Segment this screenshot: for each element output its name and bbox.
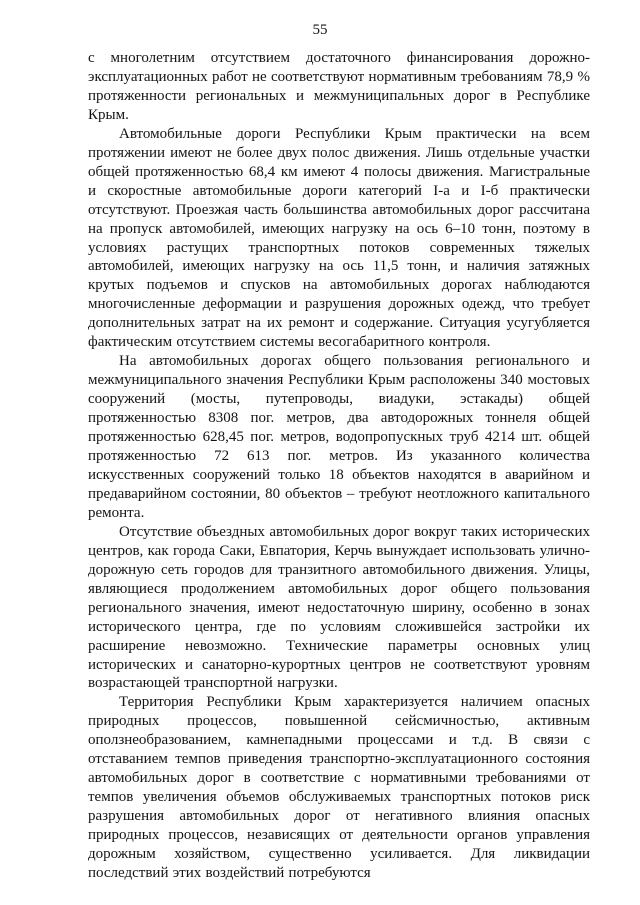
paragraph-natural-hazards: Территория Республики Крым характеризуется наличием опасных природных процессов, повышенной сейсмичностью, активным оползнеобразованием, камнепадными процессами и т.д. В связи с отставанием темпов приведения транспортно-эксплуатационного состояния автомобильных дорог в соответствие с нормативными требованиями от темпов увеличения объемов обслуживаемых транспортных потоков риск разрушения автомобильных дорог от негативного влияния опасных природных процессов, независящих от деятельности органов управления дорожным хозяйством, существенно усиливается. Для ликвидации последствий этих воздействий потребуются (88, 694, 590, 881)
document-body (88, 49, 590, 883)
paragraph-bridges: На автомобильных дорогах общего пользования регионального и межмуниципального значения Республики Крым расположены 340 мостовых сооружений (мосты, путепроводы, виадуки, эстакады) общей протяженностью 8308 пог. метров, два автодорожных тоннеля общей протяженностью 628,45 пог. метров, водопропускных труб 4214 шт. общей протяженностью 72 613 пог. метров. Из указанного количества искусственных сооружений только 18 объектов находятся в аварийном и предаварийном состоянии, 80 объектов – требуют неотложного капитального ремонта. (88, 353, 590, 521)
paragraph-continuation: с многолетним отсутствием достаточного финансирования дорожно-эксплуатационных работ не соответствуют нормативным требованиям 78,9 % протяженности региональных и межмуниципальных дорог в Республике Крым. (88, 50, 590, 123)
paragraph-bypass-roads: Отсутствие объездных автомобильных дорог вокруг таких исторических центров, как города Саки, Евпатория, Керчь вынуждает использовать улично-дорожную сеть городов для транзитного автомобильного движения. Улицы, являющиеся продолжением автомобильных дорог общего пользования регионального значения, имеют недостаточную ширину, особенно в зонах исторического центра, где по условиям сложившейся застройки их расширение невозможно. Технические параметры основных улиц исторических и санаторно-курортных центров не соответствуют уровням возрастающей транспортной нагрузки. (88, 523, 590, 692)
paragraph-road-lanes: Автомобильные дороги Республики Крым практически на всем протяжении имеют не более двух полос движения. Лишь отдельные участки общей протяженностью 68,4 км имеют 4 полосы движения. Магистральные и скоростные автомобильные дороги категорий I-а и I-б практически отсутствуют. Проезжая часть большинства автомобильных дорог рассчитана на пропуск автомобилей, имеющих нагрузку на ось 6–10 тонн, поэтому в условиях растущих транспортных потоков современных тяжелых автомобилей, имеющих нагрузку на ось 11,5 тонн, и наличия затяжных крутых подъемов и спусков на автомобильных дорогах наблюдаются многочисленные деформации и разрушения дорожных одежд, что требует дополнительных затрат на их ремонт и содержание. Ситуация усугубляется фактическим отсутствием системы весогабаритного контроля. (88, 125, 590, 351)
page-number: 55 (312, 22, 328, 38)
